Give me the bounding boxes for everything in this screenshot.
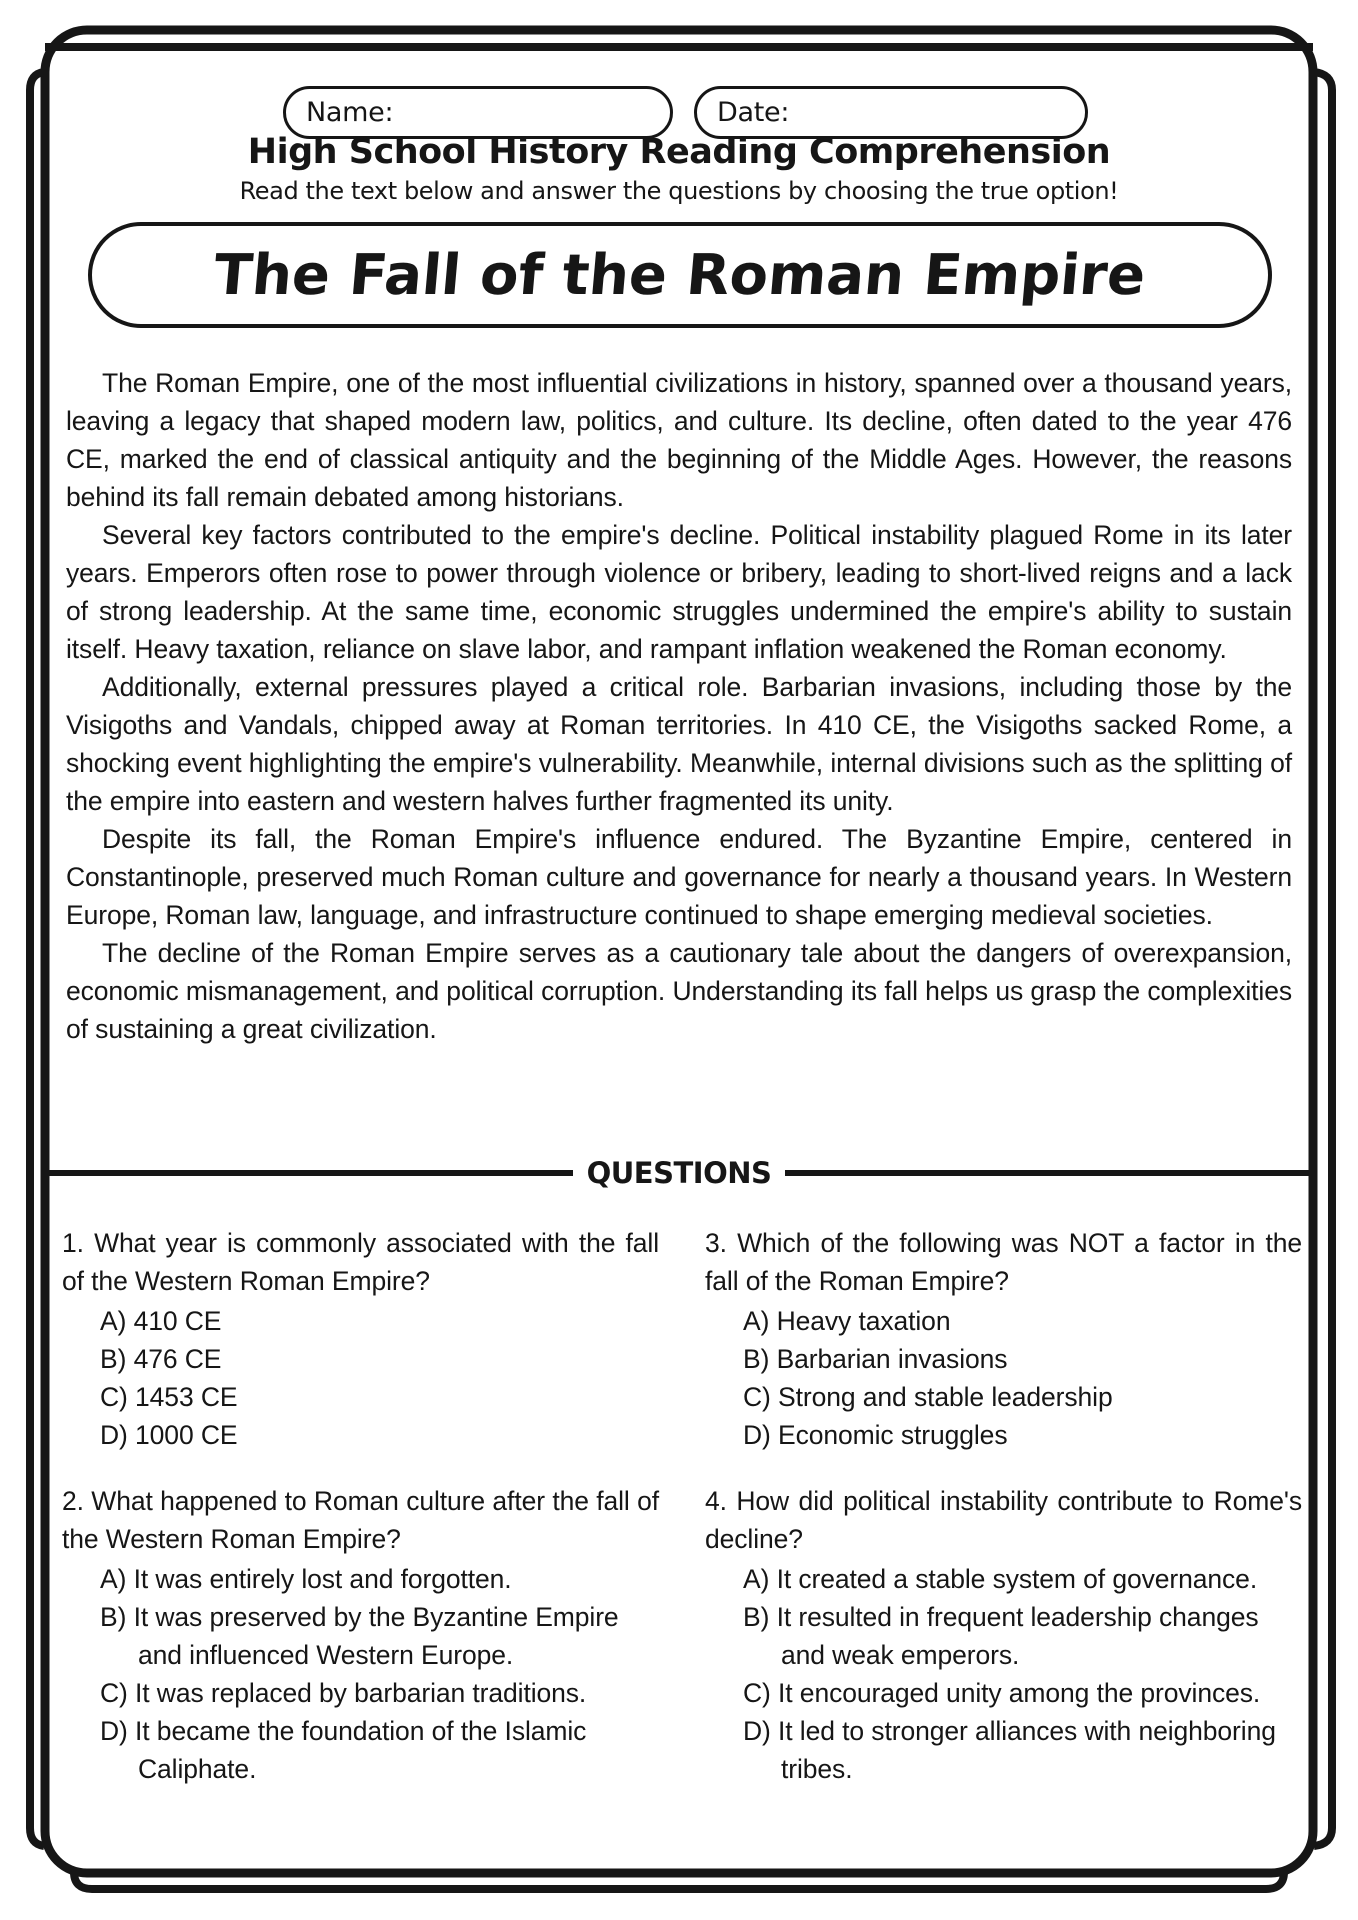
question-number: 3. <box>705 1228 727 1258</box>
worksheet-title: High School History Reading Comprehension <box>247 132 1111 172</box>
question-2 <box>62 1482 659 1788</box>
option-a[interactable]: A) It was entirely lost and forgotten. <box>100 1564 512 1594</box>
divider-line-right <box>785 1170 1313 1176</box>
name-label: Name: <box>306 97 394 128</box>
question-3 <box>705 1224 1302 1454</box>
option-c[interactable]: C) 1453 CE <box>100 1382 238 1412</box>
option-d[interactable]: D) Economic struggles <box>743 1420 1008 1450</box>
question-body: Which of the following was NOT a factor in the fall of the Roman Empire? <box>705 1228 1303 1296</box>
question-1-text <box>62 1224 659 1300</box>
question-2-options <box>62 1560 659 1788</box>
questions-column-left <box>62 1224 659 1816</box>
option-c[interactable]: C) It was replaced by barbarian traditions. <box>100 1678 587 1708</box>
name-input-area[interactable] <box>393 89 670 136</box>
question-4-options <box>705 1560 1302 1788</box>
option-b[interactable]: B) 476 CE <box>100 1344 222 1374</box>
worksheet-instructions: Read the text below and answer the questions by choosing the true option! <box>239 177 1119 205</box>
option-b[interactable]: B) Barbarian invasions <box>743 1344 1008 1374</box>
questions-section <box>62 1224 1302 1816</box>
option-b[interactable]: B) It resulted in frequent leadership changes and weak emperors. <box>743 1602 1259 1670</box>
question-1-options <box>62 1302 659 1454</box>
questions-column-right <box>705 1224 1302 1816</box>
passage-paragraph: Several key factors contributed to the empire's decline. Political instability plagued Rome in its later years. Emperors often rose to power through violence or bribery, leading to short-lived reigns and a lack of strong leadership. At the same time, economic struggles undermined the empire's ability to sustain itself. Heavy taxation, reliance on slave labor, and rampant inflation weakened the Roman economy. <box>66 520 1292 664</box>
passage-paragraph: Despite its fall, the Roman Empire's influence endured. The Byzantine Empire, centered in Constantinople, preserved much Roman culture and governance for nearly a thousand years. In Western Europe, Roman law, language, and infrastructure continued to shape emerging medieval societies. <box>66 824 1292 930</box>
option-a[interactable]: A) Heavy taxation <box>743 1306 951 1336</box>
question-number: 1. <box>62 1228 84 1258</box>
question-4 <box>705 1482 1302 1788</box>
option-d[interactable]: D) 1000 CE <box>100 1420 238 1450</box>
option-d[interactable]: D) It led to stronger alliances with neighboring tribes. <box>743 1716 1276 1784</box>
date-label: Date: <box>717 97 790 128</box>
option-b[interactable]: B) It was preserved by the Byzantine Empire and influenced Western Europe. <box>100 1602 619 1670</box>
reading-passage <box>66 364 1292 1048</box>
passage-title-box <box>88 222 1272 328</box>
passage-paragraph: Additionally, external pressures played a critical role. Barbarian invasions, including those by the Visigoths and Vandals, chipped away at Roman territories. In 410 CE, the Visigoths sacked Rome, a shocking event highlighting the empire's vulnerability. Meanwhile, internal divisions such as the splitting of the empire into eastern and western halves further fragmented its unity. <box>66 672 1292 816</box>
option-c[interactable]: C) It encouraged unity among the provinces. <box>743 1678 1261 1708</box>
passage-paragraph: The decline of the Roman Empire serves as a cautionary tale about the dangers of overexpansion, economic mismanagement, and political corruption. Understanding its fall helps us grasp the complexities of sustaining a great civilization. <box>66 938 1292 1044</box>
question-3-text <box>705 1224 1302 1300</box>
question-body: How did political instability contribute to Rome's decline? <box>705 1486 1302 1554</box>
question-body: What year is commonly associated with the fall of the Western Roman Empire? <box>62 1228 659 1296</box>
option-d[interactable]: D) It became the foundation of the Islamic Caliphate. <box>100 1716 587 1784</box>
question-number: 4. <box>705 1486 727 1516</box>
option-a[interactable]: A) It created a stable system of governance. <box>743 1564 1258 1594</box>
question-3-options <box>705 1302 1302 1454</box>
passage-title: The Fall of the Roman Empire <box>211 242 1149 308</box>
option-c[interactable]: C) Strong and stable leadership <box>743 1382 1113 1412</box>
question-2-text <box>62 1482 659 1558</box>
question-4-text <box>705 1482 1302 1558</box>
date-input-area[interactable] <box>789 89 1085 136</box>
question-number: 2. <box>62 1486 84 1516</box>
divider-line-left <box>45 1170 573 1176</box>
option-a[interactable]: A) 410 CE <box>100 1306 222 1336</box>
passage-paragraph: The Roman Empire, one of the most influential civilizations in history, spanned over a thousand years, leaving a legacy that shaped modern law, politics, and culture. Its decline, often dated to the year 476 CE, marked the end of classical antiquity and the beginning of the Middle Ages. However, the reasons behind its fall remain debated among historians. <box>66 368 1292 512</box>
questions-divider-label: QUESTIONS <box>586 1156 772 1190</box>
question-1 <box>62 1224 659 1454</box>
questions-divider <box>45 1156 1313 1190</box>
question-body: What happened to Roman culture after the fall of the Western Roman Empire? <box>62 1486 660 1554</box>
